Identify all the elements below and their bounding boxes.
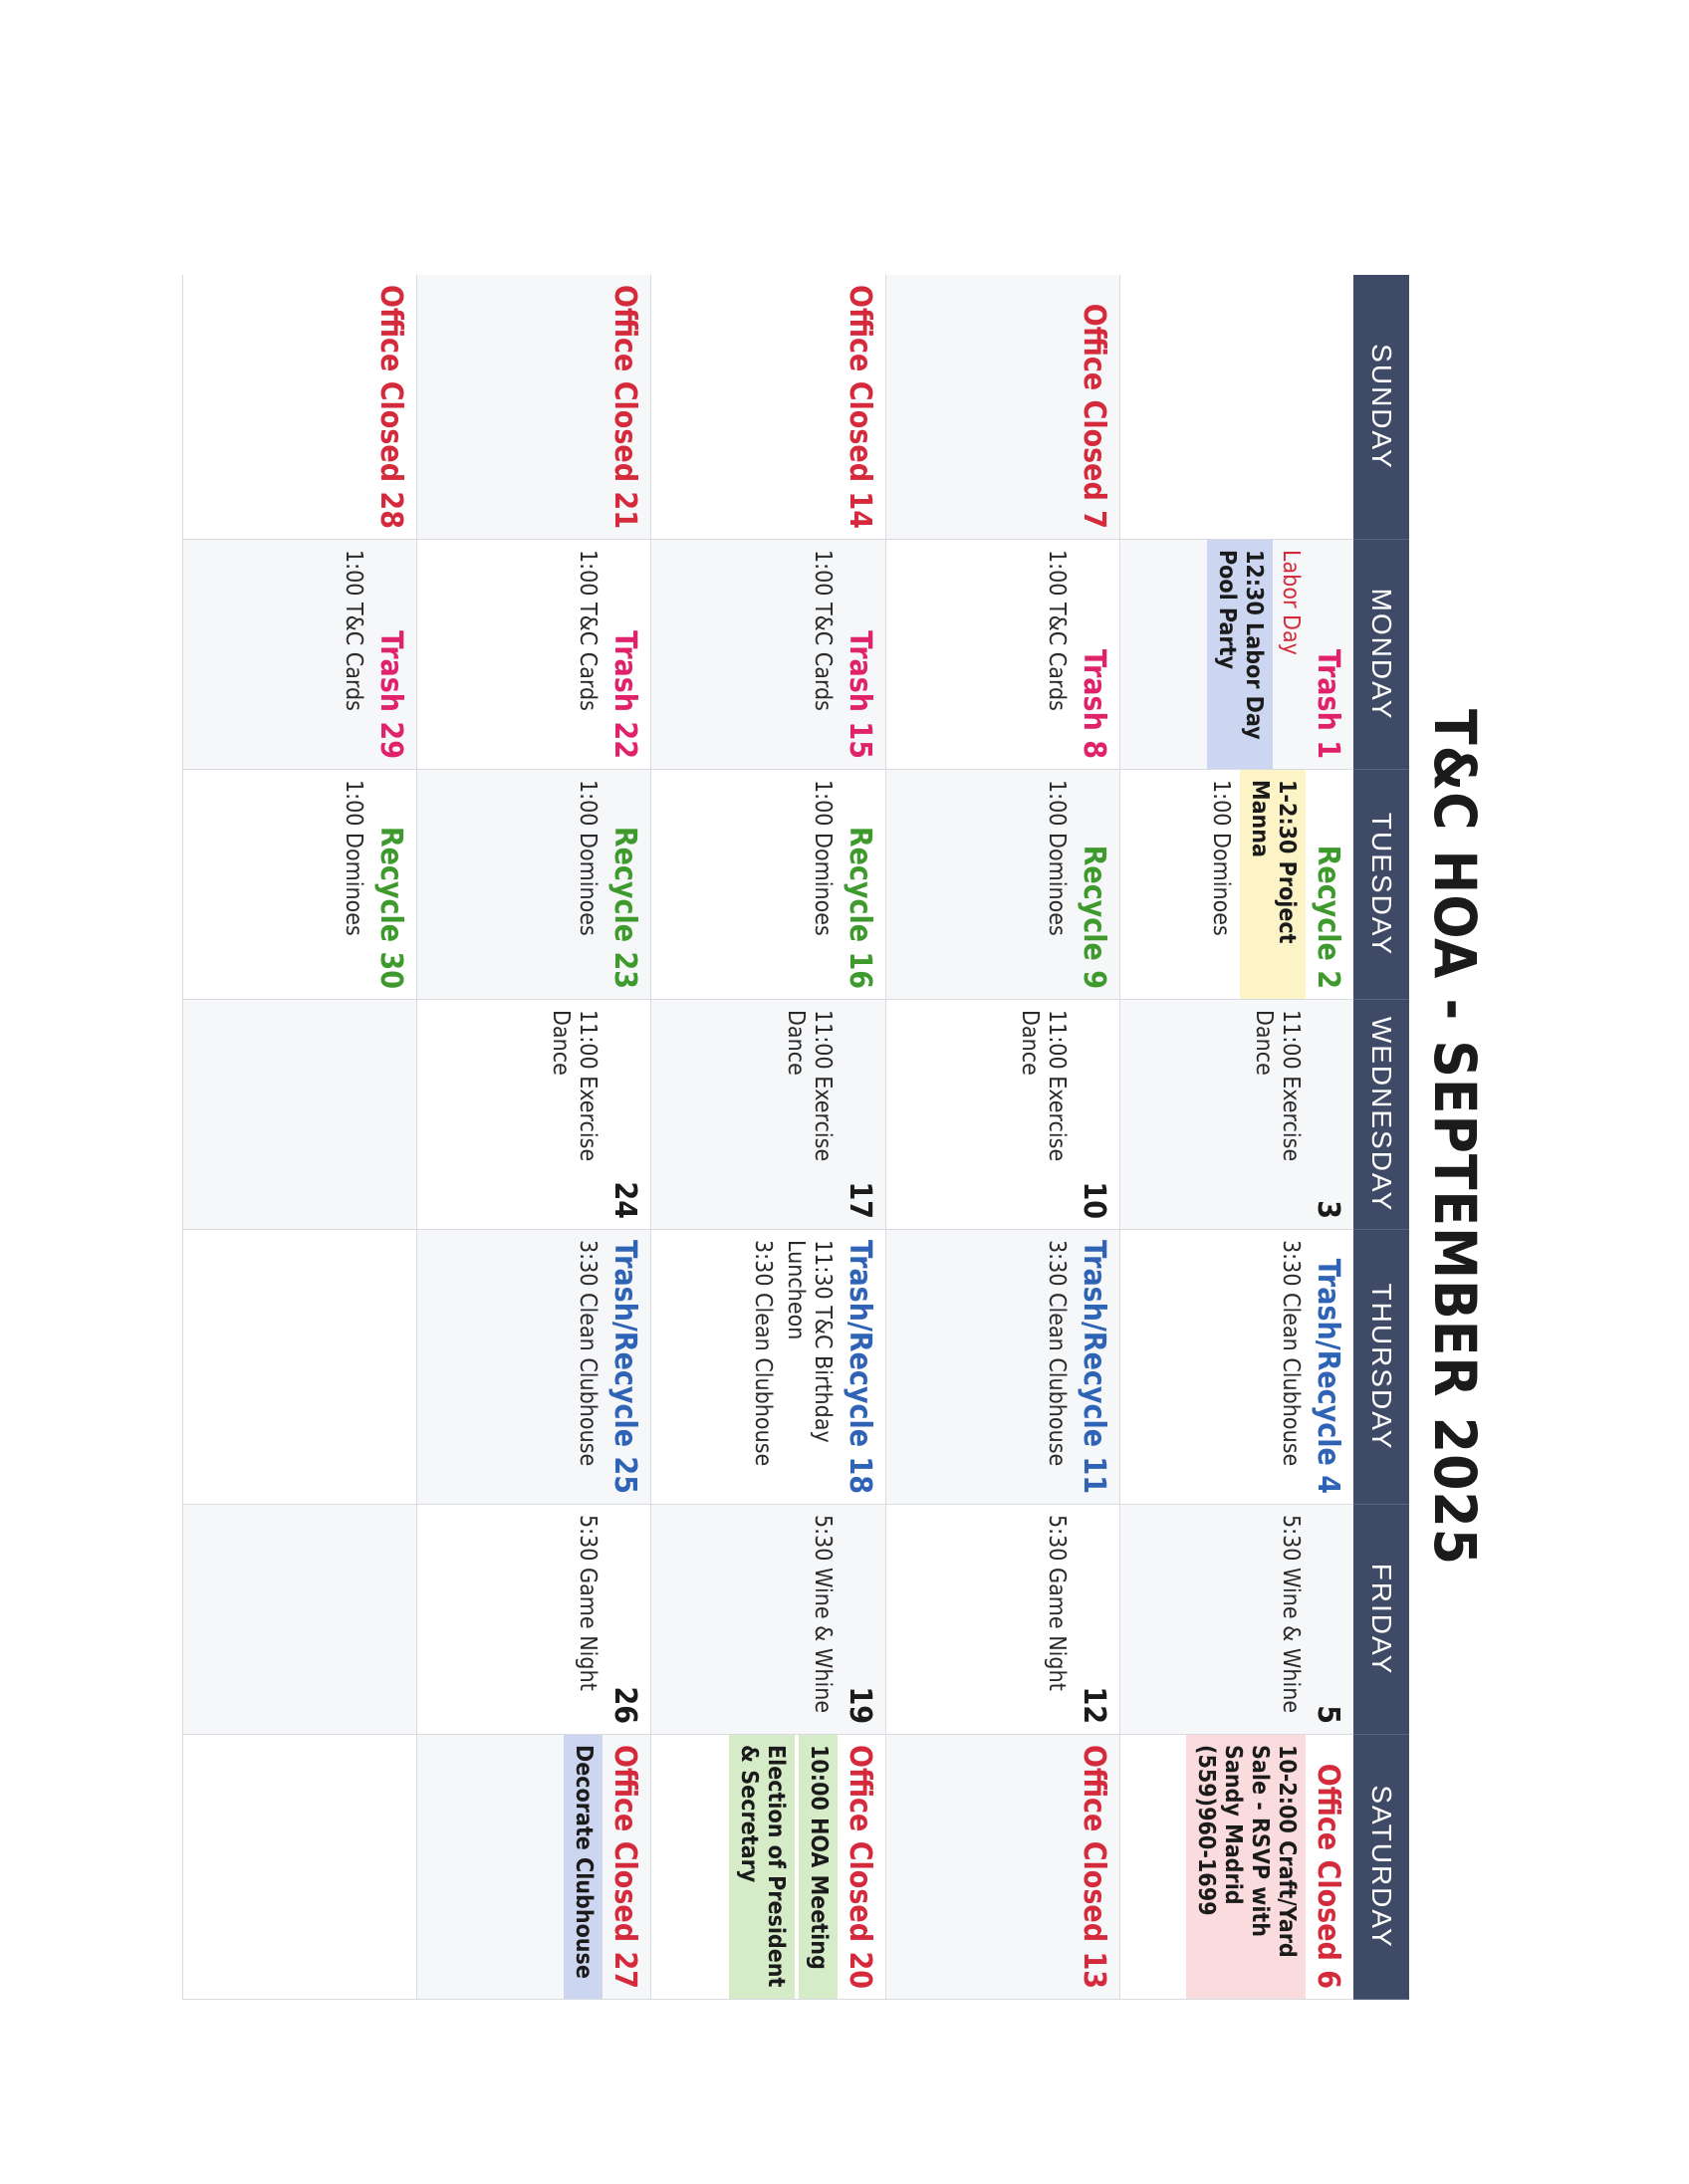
weekday-header-thursday: THURSDAY <box>1353 1230 1409 1505</box>
event-item: 10:00 HOA Meeting <box>799 1735 838 1999</box>
event-item: 1:00 Dominoes <box>1043 779 1070 936</box>
day-cell <box>885 1230 1119 1505</box>
day-label: 19 <box>842 1686 877 1725</box>
day-label: Recycle 23 <box>607 826 643 989</box>
event-item: 11:00 Exercise Dance <box>1016 1010 1070 1162</box>
event-item: 1:00 T&C Cards <box>809 549 836 711</box>
day-cell <box>416 1000 650 1230</box>
event-item: 1:00 T&C Cards <box>1043 549 1070 711</box>
event-item: 5:30 Wine & Whine <box>809 1515 836 1714</box>
day-cell <box>650 540 884 770</box>
event-item: Labor Day <box>1278 549 1304 655</box>
event-item: 3:30 Clean Clubhouse <box>749 1240 776 1467</box>
event-item: 1:00 Dominoes <box>575 779 602 936</box>
day-cell <box>416 540 650 770</box>
day-label: Office Closed 14 <box>842 285 877 529</box>
day-label: Office Closed 7 <box>1076 303 1111 529</box>
day-label: 5 <box>1311 1705 1345 1725</box>
day-label: 24 <box>607 1181 643 1220</box>
day-label: 12 <box>1076 1686 1111 1725</box>
event-item: 1:00 Dominoes <box>1208 779 1234 936</box>
day-cell <box>650 275 884 540</box>
day-label: Trash 22 <box>607 630 643 759</box>
day-label: 10 <box>1076 1181 1111 1220</box>
calendar <box>182 275 1501 2000</box>
day-cell <box>416 1735 650 2000</box>
day-label: 26 <box>607 1686 643 1725</box>
day-cell <box>416 1505 650 1735</box>
event-item: 11:30 T&C Birthday Luncheon <box>782 1240 836 1443</box>
day-cell <box>650 770 884 1000</box>
event-item: 3:30 Clean Clubhouse <box>575 1240 602 1467</box>
day-cell <box>416 275 650 540</box>
calendar-grid <box>182 275 1409 2000</box>
day-label: Office Closed 20 <box>842 1745 877 1989</box>
day-cell <box>182 1505 416 1735</box>
day-cell <box>1119 275 1353 540</box>
day-cell <box>885 1735 1119 2000</box>
day-label: Trash/Recycle 18 <box>842 1240 877 1494</box>
day-cell <box>416 770 650 1000</box>
day-label: Trash/Recycle 11 <box>1076 1240 1111 1494</box>
day-label: Trash/Recycle 4 <box>1311 1258 1345 1494</box>
event-item: 5:30 Game Night <box>575 1515 602 1691</box>
event-item: 1:00 Dominoes <box>809 779 836 936</box>
day-cell <box>650 1505 884 1735</box>
day-cell <box>885 540 1119 770</box>
day-label: 3 <box>1311 1200 1345 1220</box>
day-label: Office Closed 27 <box>607 1745 643 1989</box>
event-item: Election of President & Secretary <box>729 1735 795 1999</box>
day-cell <box>182 275 416 540</box>
event-item: 3:30 Clean Clubhouse <box>1043 1240 1070 1467</box>
day-label: Office Closed 21 <box>607 285 643 529</box>
day-cell <box>182 540 416 770</box>
calendar-title: T&C HOA - SEPTEMBER 2025 <box>1421 708 1489 1566</box>
weekday-header-sunday: SUNDAY <box>1353 275 1409 540</box>
day-label: Recycle 9 <box>1076 845 1111 989</box>
day-label: Trash 1 <box>1311 648 1345 759</box>
day-cell <box>182 770 416 1000</box>
day-cell <box>885 1505 1119 1735</box>
event-item: 3:30 Clean Clubhouse <box>1278 1240 1304 1467</box>
weekday-header-saturday: SATURDAY <box>1353 1735 1409 2000</box>
day-cell <box>885 1000 1119 1230</box>
event-item: 1:00 T&C Cards <box>341 549 367 711</box>
event-item: 1-2:30 Project Manna <box>1240 770 1306 999</box>
day-label: Trash 8 <box>1076 648 1111 759</box>
day-label: Recycle 2 <box>1311 845 1345 989</box>
day-cell <box>1119 1230 1353 1505</box>
day-cell <box>182 1735 416 2000</box>
weekday-header-friday: FRIDAY <box>1353 1505 1409 1735</box>
day-label: Office Closed 13 <box>1076 1745 1111 1989</box>
day-cell <box>1119 1505 1353 1735</box>
day-cell <box>182 1230 416 1505</box>
day-label: Office Closed 28 <box>373 285 409 529</box>
event-item: 1:00 T&C Cards <box>575 549 602 711</box>
event-item: 1:00 Dominoes <box>341 779 367 936</box>
event-item: Decorate Clubhouse <box>564 1735 603 1999</box>
event-item: 11:00 Exercise Dance <box>548 1010 602 1162</box>
day-cell <box>416 1230 650 1505</box>
event-item: 12:30 Labor Day Pool Party <box>1207 540 1273 769</box>
day-cell <box>182 1000 416 1230</box>
weekday-header-tuesday: TUESDAY <box>1353 770 1409 1000</box>
event-item: 10-2:00 Craft/Yard Sale - RSVP with Sandy Madrid (559)960-1699 <box>1186 1735 1306 1999</box>
weekday-header-wednesday: WEDNESDAY <box>1353 1000 1409 1230</box>
day-label: Trash 15 <box>842 630 877 759</box>
day-label: Trash/Recycle 25 <box>607 1240 643 1494</box>
day-label: Recycle 16 <box>842 826 877 989</box>
day-cell <box>885 275 1119 540</box>
event-item: 11:00 Exercise Dance <box>1251 1010 1304 1162</box>
day-cell <box>885 770 1119 1000</box>
day-cell <box>650 1735 884 2000</box>
day-cell <box>1119 1000 1353 1230</box>
day-label: Trash 29 <box>373 630 409 759</box>
event-item: 5:30 Game Night <box>1043 1515 1070 1691</box>
weekday-header-monday: MONDAY <box>1353 540 1409 770</box>
day-label: Office Closed 6 <box>1311 1763 1345 1989</box>
day-label: 17 <box>842 1181 877 1220</box>
day-cell <box>1119 770 1353 1000</box>
day-cell <box>1119 1735 1353 2000</box>
day-cell <box>1119 540 1353 770</box>
day-cell <box>650 1230 884 1505</box>
day-cell <box>650 1000 884 1230</box>
day-label: Recycle 30 <box>373 826 409 989</box>
event-item: 11:00 Exercise Dance <box>782 1010 836 1162</box>
event-item: 5:30 Wine & Whine <box>1278 1515 1304 1714</box>
